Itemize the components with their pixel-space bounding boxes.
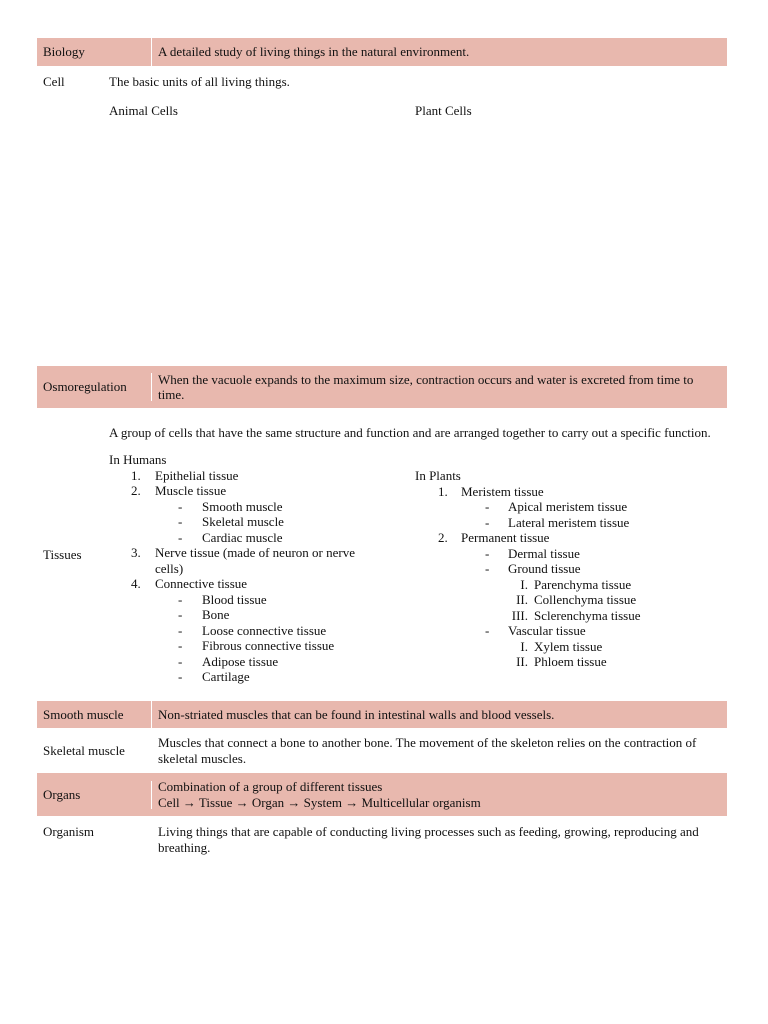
def-tissues-block (103, 419, 727, 691)
plants-column (415, 452, 721, 685)
def-organs: Combination of a group of different tissues (158, 779, 383, 794)
row-skeletal-muscle (37, 729, 727, 773)
list-item: - Blood tissue (178, 591, 267, 607)
term-tissues: Tissues (37, 541, 103, 569)
term-biology: Biology (37, 38, 152, 66)
def-tissues: A group of cells that have the same structure and function and are arranged together to carry out a specific function. (109, 424, 711, 440)
list-item: - Cartilage (178, 669, 250, 684)
humans-title: In Humans (109, 452, 167, 467)
list-item: - Apical meristem tissue (485, 499, 628, 514)
list-item: I. Xylem tissue (520, 638, 603, 654)
def-cell: The basic units of all living things. (109, 74, 290, 89)
list-item: 1. Meristem tissue (438, 483, 544, 499)
row-organism (37, 817, 727, 863)
list-item: 3. Nerve tissue (made of neuron or nerve cells) (131, 545, 355, 576)
list-item: - Loose connective tissue (178, 622, 327, 638)
term-smooth-muscle: Smooth muscle (37, 701, 152, 729)
list-item: 1. Epithelial tissue (131, 467, 239, 483)
list-item: II. Phloem tissue (516, 654, 607, 669)
term-skeletal-muscle: Skeletal muscle (37, 737, 152, 765)
def-skeletal-muscle: Muscles that connect a bone to another bone. The movement of the skeleton relies on the contraction of skeletal muscles. (158, 735, 697, 766)
row-organs (37, 773, 727, 817)
list-item: - Skeletal muscle (178, 514, 284, 529)
cell-columns (109, 103, 721, 119)
term-organs: Organs (37, 781, 152, 809)
row-osmoregulation (37, 366, 727, 409)
row-biology (37, 38, 727, 67)
animal-cells-label: Animal Cells (109, 102, 178, 118)
plant-cells-label: Plant Cells (415, 102, 472, 118)
def-biology: A detailed study of living things in the natural environment. (158, 44, 470, 59)
list-item: - Bone (178, 607, 230, 622)
list-item: - Ground tissue (485, 561, 581, 576)
list-item: I. Parenchyma tissue (520, 576, 632, 592)
list-item: - Adipose tissue (178, 653, 279, 669)
row-cell (37, 67, 727, 366)
def-smooth-muscle: Non-striated muscles that can be found in intestinal walls and blood vessels. (158, 706, 555, 722)
list-item: 2. Muscle tissue (131, 483, 227, 498)
humans-column (109, 452, 415, 685)
term-organism: Organism (37, 817, 152, 862)
list-item: III. Sclerenchyma tissue (511, 607, 641, 623)
list-item: - Lateral meristem tissue (485, 514, 630, 530)
def-organs-block (152, 773, 727, 816)
row-smooth-muscle (37, 701, 727, 729)
plants-title: In Plants (415, 468, 461, 483)
glossary-table (37, 38, 727, 863)
tissue-columns (109, 452, 721, 685)
list-item: - Vascular tissue (485, 623, 586, 638)
list-item: - Smooth muscle (178, 498, 283, 514)
def-organs-hierarchy: Cell → Tissue → Organ → System → Multicellular organism (158, 794, 481, 810)
list-item: II. Collenchyma tissue (516, 592, 637, 607)
list-item: - Fibrous connective tissue (178, 638, 335, 653)
def-cell-block (103, 67, 727, 365)
def-organism: Living things that are capable of conducting living processes such as feeding, growing, reproducing and breathing. (158, 824, 699, 855)
list-item: - Dermal tissue (485, 545, 580, 561)
term-osmoregulation: Osmoregulation (37, 373, 152, 401)
list-item: - Cardiac muscle (178, 529, 283, 545)
list-item: 4. Connective tissue (131, 576, 248, 591)
term-cell: Cell (37, 67, 103, 365)
row-tissues (37, 409, 727, 701)
list-item: 2. Permanent tissue (438, 530, 550, 545)
def-osmoregulation: When the vacuole expands to the maximum size, contraction occurs and water is excreted from time to time. (158, 371, 694, 402)
